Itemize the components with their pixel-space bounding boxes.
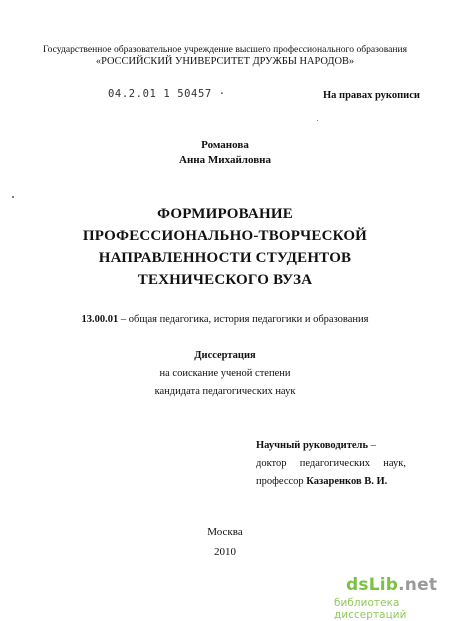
- watermark-logo-main: dsLib: [346, 575, 399, 595]
- supervisor-name: Казаренков В. И.: [306, 476, 388, 487]
- supervisor-heading: [256, 440, 376, 451]
- city: Москва: [207, 526, 243, 538]
- registry-stamp: 04.2.01 1 50457 ·: [108, 88, 226, 100]
- specialty-name: – общая педагогика, история педагогики и образования: [118, 314, 369, 325]
- year: 2010: [214, 546, 236, 558]
- degree-line-1: на соискание ученой степени: [159, 368, 291, 379]
- supervisor-line: [256, 476, 387, 487]
- manuscript-rights-note: На правах рукописи: [323, 90, 420, 101]
- institution-line-1: Государственное образовательное учреждение высшего профессионального образования: [42, 44, 408, 55]
- author-given-names: Анна Михайловна: [179, 154, 271, 166]
- specialty-line: [0, 314, 450, 325]
- watermark-logo: [346, 575, 437, 595]
- supervisor-rank: профессор: [256, 476, 307, 487]
- title-line-4: ТЕХНИЧЕСКОГО ВУЗА: [137, 272, 313, 288]
- title-line-3: НАПРАВЛЕННОСТИ СТУДЕНТОВ: [98, 250, 352, 266]
- supervisor-dash: –: [368, 440, 376, 451]
- title-line-2: ПРОФЕССИОНАЛЬНО-ТВОРЧЕСКОЙ: [82, 228, 368, 244]
- institution-line-2: «РОССИЙСКИЙ УНИВЕРСИТЕТ ДРУЖБЫ НАРОДОВ»: [95, 56, 355, 67]
- scan-speck: [12, 196, 14, 198]
- supervisor-label: Научный руководитель: [256, 440, 368, 451]
- dissertation-label: Диссертация: [194, 350, 256, 361]
- scan-speck: [317, 120, 318, 121]
- degree-line-2: кандидата педагогических наук: [154, 386, 296, 397]
- supervisor-degree: доктор педагогических наук,: [256, 458, 406, 469]
- dslib-watermark: [334, 575, 446, 621]
- author-surname: Романова: [201, 139, 249, 151]
- watermark-logo-tld: .net: [398, 575, 438, 595]
- title-line-1: ФОРМИРОВАНИЕ: [157, 206, 293, 222]
- watermark-subtitle: библиотека диссертаций: [334, 597, 407, 621]
- specialty-code: 13.00.01: [81, 314, 119, 325]
